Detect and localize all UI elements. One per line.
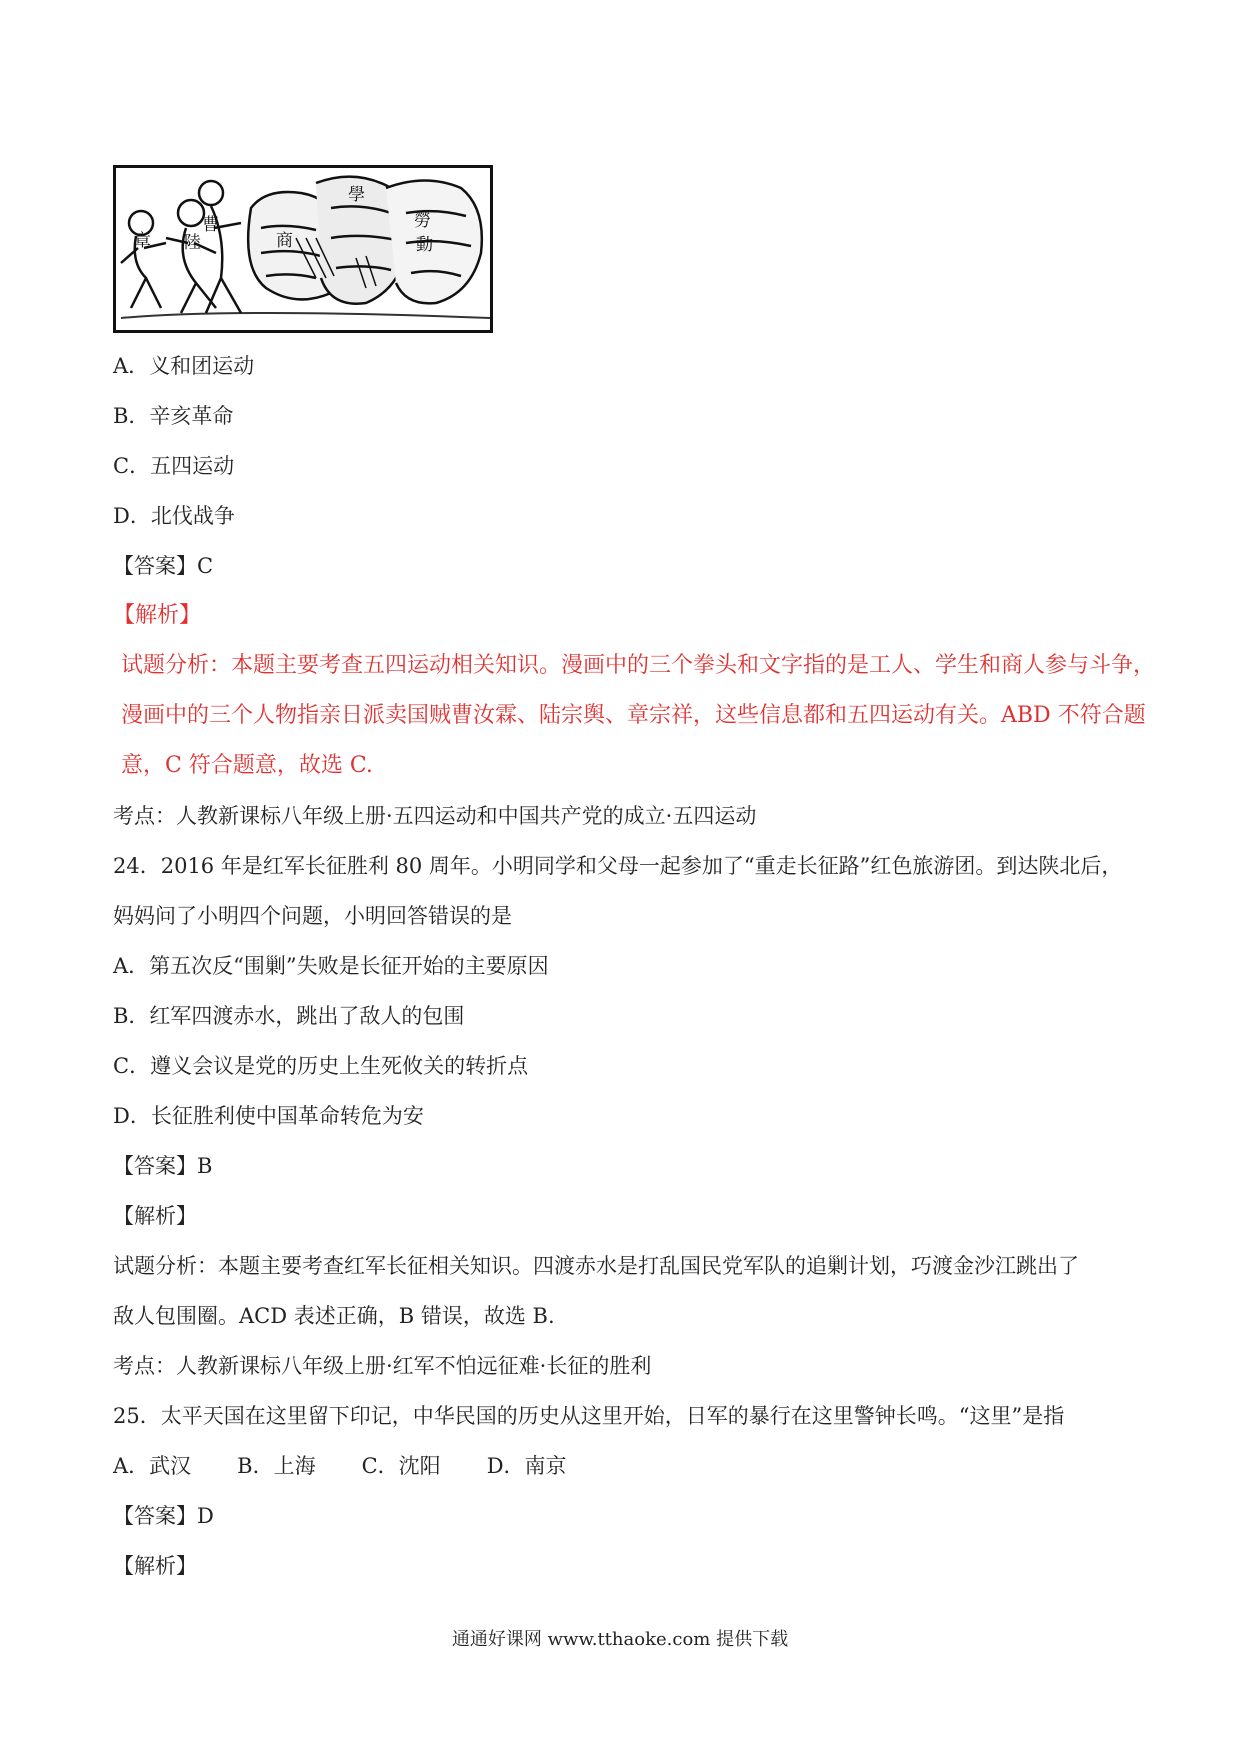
q24-analysis-line-2: 敌人包围圈。ACD 表述正确，B 错误，故选 B.	[113, 1304, 555, 1328]
cartoon-char-2: 陸	[184, 233, 201, 253]
q23-analysis-label: 【解析】	[113, 603, 202, 628]
q24-stem-line-2: 妈妈问了小明四个问题，小明回答错误的是	[113, 904, 512, 928]
q25-options	[113, 1450, 1133, 1482]
q24-analysis-line-1: 试题分析：本题主要考查红军长征相关知识。四渡赤水是打乱国民党军队的追剿计划，巧渡金沙江跳出了	[113, 1254, 1079, 1278]
q24-option-c: C．遵义会议是党的历史上生死攸关的转折点	[113, 1054, 529, 1078]
q24-option-b: B．红军四渡赤水，跳出了敌人的包围	[113, 1004, 465, 1028]
q23-analysis-line-3: 意，C 符合题意，故选 C.	[121, 753, 373, 778]
q23-analysis	[121, 650, 1156, 782]
cartoon-char-3: 曹	[202, 215, 219, 235]
q23-analysis-line-2: 漫画中的三个人物指亲日派卖国贼曹汝霖、陆宗舆、章宗祥，这些信息都和五四运动有关。ABD 不符合题	[121, 703, 1146, 728]
page-footer: 通通好课网 www.tthaoke.com 提供下载	[451, 1629, 789, 1650]
q24-answer: 【答案】B	[113, 1154, 213, 1178]
cartoon-drawing	[116, 168, 490, 330]
q24-kaodian: 考点：人教新课标八年级上册·红军不怕远征难·长征的胜利	[113, 1354, 652, 1378]
q23-analysis-line-1: 试题分析：本题主要考查五四运动相关知识。漫画中的三个拳头和文字指的是工人、学生和商人参与斗争，	[121, 653, 1156, 678]
q24-stem-line-1: 24．2016 年是红军长征胜利 80 周年。小明同学和父母一起参加了“重走长征路”红色旅游团。到达陕北后，	[113, 854, 1123, 878]
q25-option-b: B．上海	[237, 1454, 316, 1478]
q23-kaodian: 考点：人教新课标八年级上册·五四运动和中国共产党的成立·五四运动	[113, 804, 757, 828]
cartoon-char-7: 動	[416, 235, 433, 255]
q23-option-c: C．五四运动	[113, 454, 235, 478]
may-fourth-cartoon-image	[113, 165, 493, 333]
q23-answer: 【答案】C	[113, 554, 214, 578]
cartoon-char-4: 商	[276, 231, 293, 251]
q23-option-b: B．辛亥革命	[113, 404, 234, 428]
q23-option-a: A．义和团运动	[113, 354, 255, 378]
cartoon-char-1: 章	[134, 231, 151, 251]
q25-option-c: C．沈阳	[361, 1454, 441, 1478]
question-content	[113, 350, 1156, 1600]
cartoon-char-5: 學	[348, 185, 365, 205]
q24-option-a: A．第五次反“围剿”失败是长征开始的主要原因	[113, 954, 549, 978]
q24-analysis-label: 【解析】	[113, 1204, 197, 1228]
q25-analysis-label: 【解析】	[113, 1554, 197, 1578]
q25-answer: 【答案】D	[113, 1504, 214, 1528]
q24-stem	[113, 850, 1133, 932]
q23-option-d: D．北伐战争	[113, 504, 235, 528]
q25-option-a: A．武汉	[113, 1454, 192, 1478]
q25-stem: 25．太平天国在这里留下印记，中华民国的历史从这里开始，日军的暴行在这里警钟长鸣。“这里”是指	[113, 1404, 1065, 1428]
cartoon-char-6: 勞	[414, 211, 431, 231]
q24-analysis	[113, 1250, 1133, 1332]
q24-option-d: D．长征胜利使中国革命转危为安	[113, 1104, 424, 1128]
q25-option-d: D．南京	[486, 1454, 567, 1478]
